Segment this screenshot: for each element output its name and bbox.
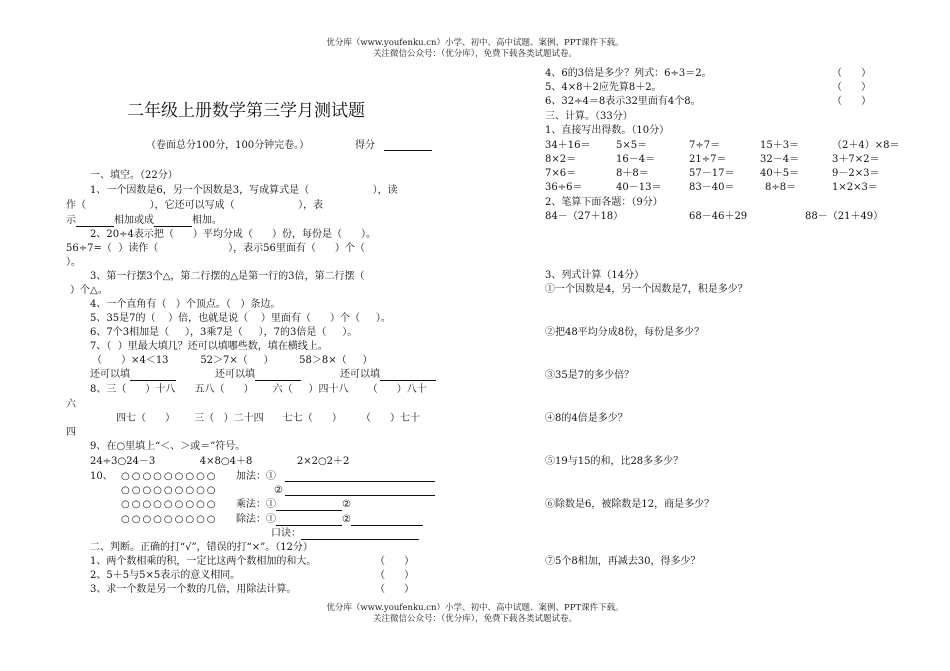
judge-1: 1、两个数相乘的积，一定比这两个数相加的和大。 xyxy=(90,556,317,567)
section-3b-heading: 3、列式计算（14分） xyxy=(545,270,645,281)
header-line-1: 优分库（www.youfenku.cn）小学、初中、高中试题、案例、PPT课件下载。 xyxy=(326,38,624,48)
q10-circles-row-3: ○○○○○○○○○ xyxy=(121,499,218,510)
q1-c-pre: 示 xyxy=(66,215,76,226)
judge-1-answer[interactable]: （ ） xyxy=(375,556,415,567)
q8-line-b2: 四 xyxy=(66,427,76,438)
calc-r1-c4: 3＋7×2＝ xyxy=(832,154,880,165)
q10-add-blank-2[interactable] xyxy=(285,495,435,496)
q10-add-label-2: ② xyxy=(274,485,283,496)
q10-circles-row-1: ○○○○○○○○○ xyxy=(121,471,218,482)
calc-2-item-2: 68－46＋29 xyxy=(689,211,748,222)
word-problem-4: ④8的4倍是多少？ xyxy=(545,413,628,424)
judge-4: 4、6的3倍是多少？列式：6÷3＝2。 xyxy=(545,68,712,79)
judge-5: 5、4×8＋2应先算8＋2。 xyxy=(545,82,662,93)
q1-blank-2[interactable] xyxy=(154,215,192,227)
calc-2-item-1: 84－（27＋18） xyxy=(545,211,624,222)
calc-1-heading: 1、直接写出得数。（10分） xyxy=(545,125,670,136)
q7-blank-3[interactable] xyxy=(380,369,436,381)
section-2-heading: 二、判断。正确的打“√”，错误的打“×”。（12分） xyxy=(90,542,313,553)
word-problem-2: ②把48平均分成8份，每份是多少？ xyxy=(545,327,705,338)
q10-rhyme-blank[interactable] xyxy=(301,528,419,540)
q1-line-b: 作（ ），它还可以写成（ ），表 xyxy=(66,200,324,211)
word-problem-1: ①一个因数是4，另一个因数是7，积是多少？ xyxy=(545,284,748,295)
calc-r1-c2: 21÷7＝ xyxy=(689,154,727,165)
q1-line-a: 1、一个因数是6，另一个因数是3，写成算式是（ ），读 xyxy=(90,185,398,196)
word-problem-6: ⑥除数是6，被除数是12，商是多少？ xyxy=(545,499,715,510)
q10-div-blank-2[interactable] xyxy=(351,514,423,526)
q2-line-b: 56÷7=（ ）读作（ ），表示56里面有（ ）个（ xyxy=(66,243,365,254)
q1-c-post: 相加。 xyxy=(192,215,222,226)
calc-r2-c0: 7×6＝ xyxy=(545,168,577,179)
q1-c-mid: 相加或成 xyxy=(114,215,154,226)
calc-r0-c0: 34＋16＝ xyxy=(545,140,591,151)
q10-mul-label-2: ② xyxy=(342,499,351,510)
q7-line-c xyxy=(90,368,176,381)
judge-6: 6、32÷4＝8表示32里面有4个8。 xyxy=(545,96,701,107)
q2-line-c: ）。 xyxy=(66,257,81,268)
q10-mul-label-1: 乘法：① xyxy=(236,499,276,510)
calc-r0-c3: 15＋3＝ xyxy=(760,140,800,151)
q9-line-a: 9、在○里填上“＜、＞或＝”符号。 xyxy=(90,441,246,452)
q10-circles-row-2: ○○○○○○○○○ xyxy=(121,485,218,496)
footer-line-1: 优分库（www.youfenku.cn）小学、初中、高中试题、案例、PPT课件下载。 xyxy=(326,603,624,613)
q2-line-a: 2、20÷4表示把（ ）平均分成（ ）份，每份是（ ）。 xyxy=(90,229,377,240)
q7-blank-1[interactable] xyxy=(130,369,176,381)
subtitle: （卷面总分100分，100分钟完卷。） xyxy=(146,140,310,151)
calc-r2-c3: 40＋5＝ xyxy=(760,168,800,179)
q1-blank-1[interactable] xyxy=(76,215,114,227)
q7-line-b: （ ）×4＜13 52＞7×（ ） 58＞8×（ ） xyxy=(92,355,373,366)
page-footer xyxy=(0,603,950,625)
judge-6-answer[interactable]: （ ） xyxy=(832,96,872,107)
calc-2-item-3: 88－（21＋49） xyxy=(805,211,884,222)
calc-r0-c4: （2＋4）×8＝ xyxy=(832,140,900,151)
q10-div-label-1: 除法：① xyxy=(236,514,276,525)
calc-r2-c4: 9－2×3＝ xyxy=(832,168,880,179)
q8-line-b: 四七（ ） 三（ ）二十四 七七（ ） （ ）七十 xyxy=(116,413,420,424)
calc-r0-c1: 5×5＝ xyxy=(616,140,648,151)
judge-5-answer[interactable]: （ ） xyxy=(832,82,872,93)
q6: 6、7个3相加是（ ），3乘7是（ ），7的3倍是（ ）。 xyxy=(90,327,358,338)
q10-mul-label xyxy=(236,498,351,511)
calc-r3-c4: 1×2×3＝ xyxy=(832,182,878,193)
word-problem-5: ⑤19与15的和，比28多多少？ xyxy=(545,456,684,467)
q10-add-blank-1[interactable] xyxy=(285,481,435,482)
section-1-heading: 一、填空。（22分） xyxy=(90,170,178,181)
q7-label-3: 还可以填 xyxy=(340,369,380,380)
calc-r1-c0: 8×2＝ xyxy=(545,154,577,165)
judge-2: 2、5＋5与5×5表示的意义相同。 xyxy=(90,570,241,581)
word-problem-3: ③35是7的多少倍？ xyxy=(545,370,635,381)
q7-line-c-3 xyxy=(340,368,436,381)
q7-line-c-2 xyxy=(215,368,301,381)
score-label: 得分 xyxy=(355,140,375,151)
q7-line-a: 7、（ ）里最大填几？还可以填哪些数，填在横线上。 xyxy=(90,341,328,352)
q3-line-b: ）个△。 xyxy=(70,285,108,296)
calc-r2-c2: 57－17＝ xyxy=(689,168,735,179)
calc-r3-c0: 36÷6＝ xyxy=(545,182,583,193)
q10-mul-blank-1[interactable] xyxy=(276,499,342,511)
calc-r1-c3: 32－4＝ xyxy=(760,154,800,165)
score-blank[interactable] xyxy=(384,150,432,151)
q7-label-1: 还可以填 xyxy=(90,369,130,380)
q10-div-label-2: ② xyxy=(342,514,351,525)
calc-r3-c2: 83－40＝ xyxy=(689,182,735,193)
q10-rhyme-label: 口诀： xyxy=(271,528,301,539)
calc-2-heading: 2、笔算下面各题：（9分） xyxy=(545,197,663,208)
q10-div-blank-1[interactable] xyxy=(276,514,342,526)
word-problem-7: ⑦5个8相加，再减去30，得多少？ xyxy=(545,556,701,567)
q7-label-2: 还可以填 xyxy=(215,369,255,380)
q10-number: 10、 xyxy=(90,471,113,482)
footer-line-2: 关注微信公众号：（优分库），免费下载各类试题试卷。 xyxy=(372,614,577,624)
q7-blank-2[interactable] xyxy=(255,369,301,381)
calc-r3-c3: 8÷8＝ xyxy=(765,182,797,193)
section-3-heading: 三、计算。（33分） xyxy=(545,111,633,122)
judge-4-answer[interactable]: （ ） xyxy=(832,68,872,79)
q4: 4、一个直角有（ ）个顶点。（ ）条边。 xyxy=(90,299,281,310)
q10-div-label xyxy=(236,513,423,526)
judge-3: 3、求一个数是另一个数的几倍，用除法计算。 xyxy=(90,584,297,595)
q8-line-a2: 六 xyxy=(66,399,76,410)
calc-r0-c2: 7÷7＝ xyxy=(689,140,721,151)
q1-line-c xyxy=(66,214,222,227)
q10-rhyme xyxy=(271,527,419,540)
q8-line-a: 8、三（ ）十八 五八（ ） 六（ ）四十八 （ ）八十 xyxy=(90,384,427,395)
q9-line-b: 24÷3○24－3 4×8○4＋8 2×2○2＋2 xyxy=(90,456,350,467)
q10-circles-row-4: ○○○○○○○○○ xyxy=(121,514,218,525)
q10-add-label: 加法：① xyxy=(236,471,276,482)
calc-r2-c1: 8＋8＝ xyxy=(616,168,649,179)
calc-r3-c1: 40－13＝ xyxy=(616,182,662,193)
page-title: 二年级上册数学第三学月测试题 xyxy=(127,101,365,121)
judge-2-answer[interactable]: （ ） xyxy=(375,570,415,581)
judge-3-answer[interactable]: （ ） xyxy=(375,584,415,595)
page-header xyxy=(0,38,950,60)
calc-r1-c1: 16－4＝ xyxy=(616,154,656,165)
header-line-2: 关注微信公众号：（优分库），免费下载各类试题试卷。 xyxy=(372,49,577,59)
q5: 5、35是7的（ ）倍，也就是说（ ）里面有（ ）个（ ）。 xyxy=(90,313,391,324)
q3-line-a: 3、第一行摆3个△，第二行摆的△是第一行的3倍，第二行摆（ xyxy=(90,271,365,282)
